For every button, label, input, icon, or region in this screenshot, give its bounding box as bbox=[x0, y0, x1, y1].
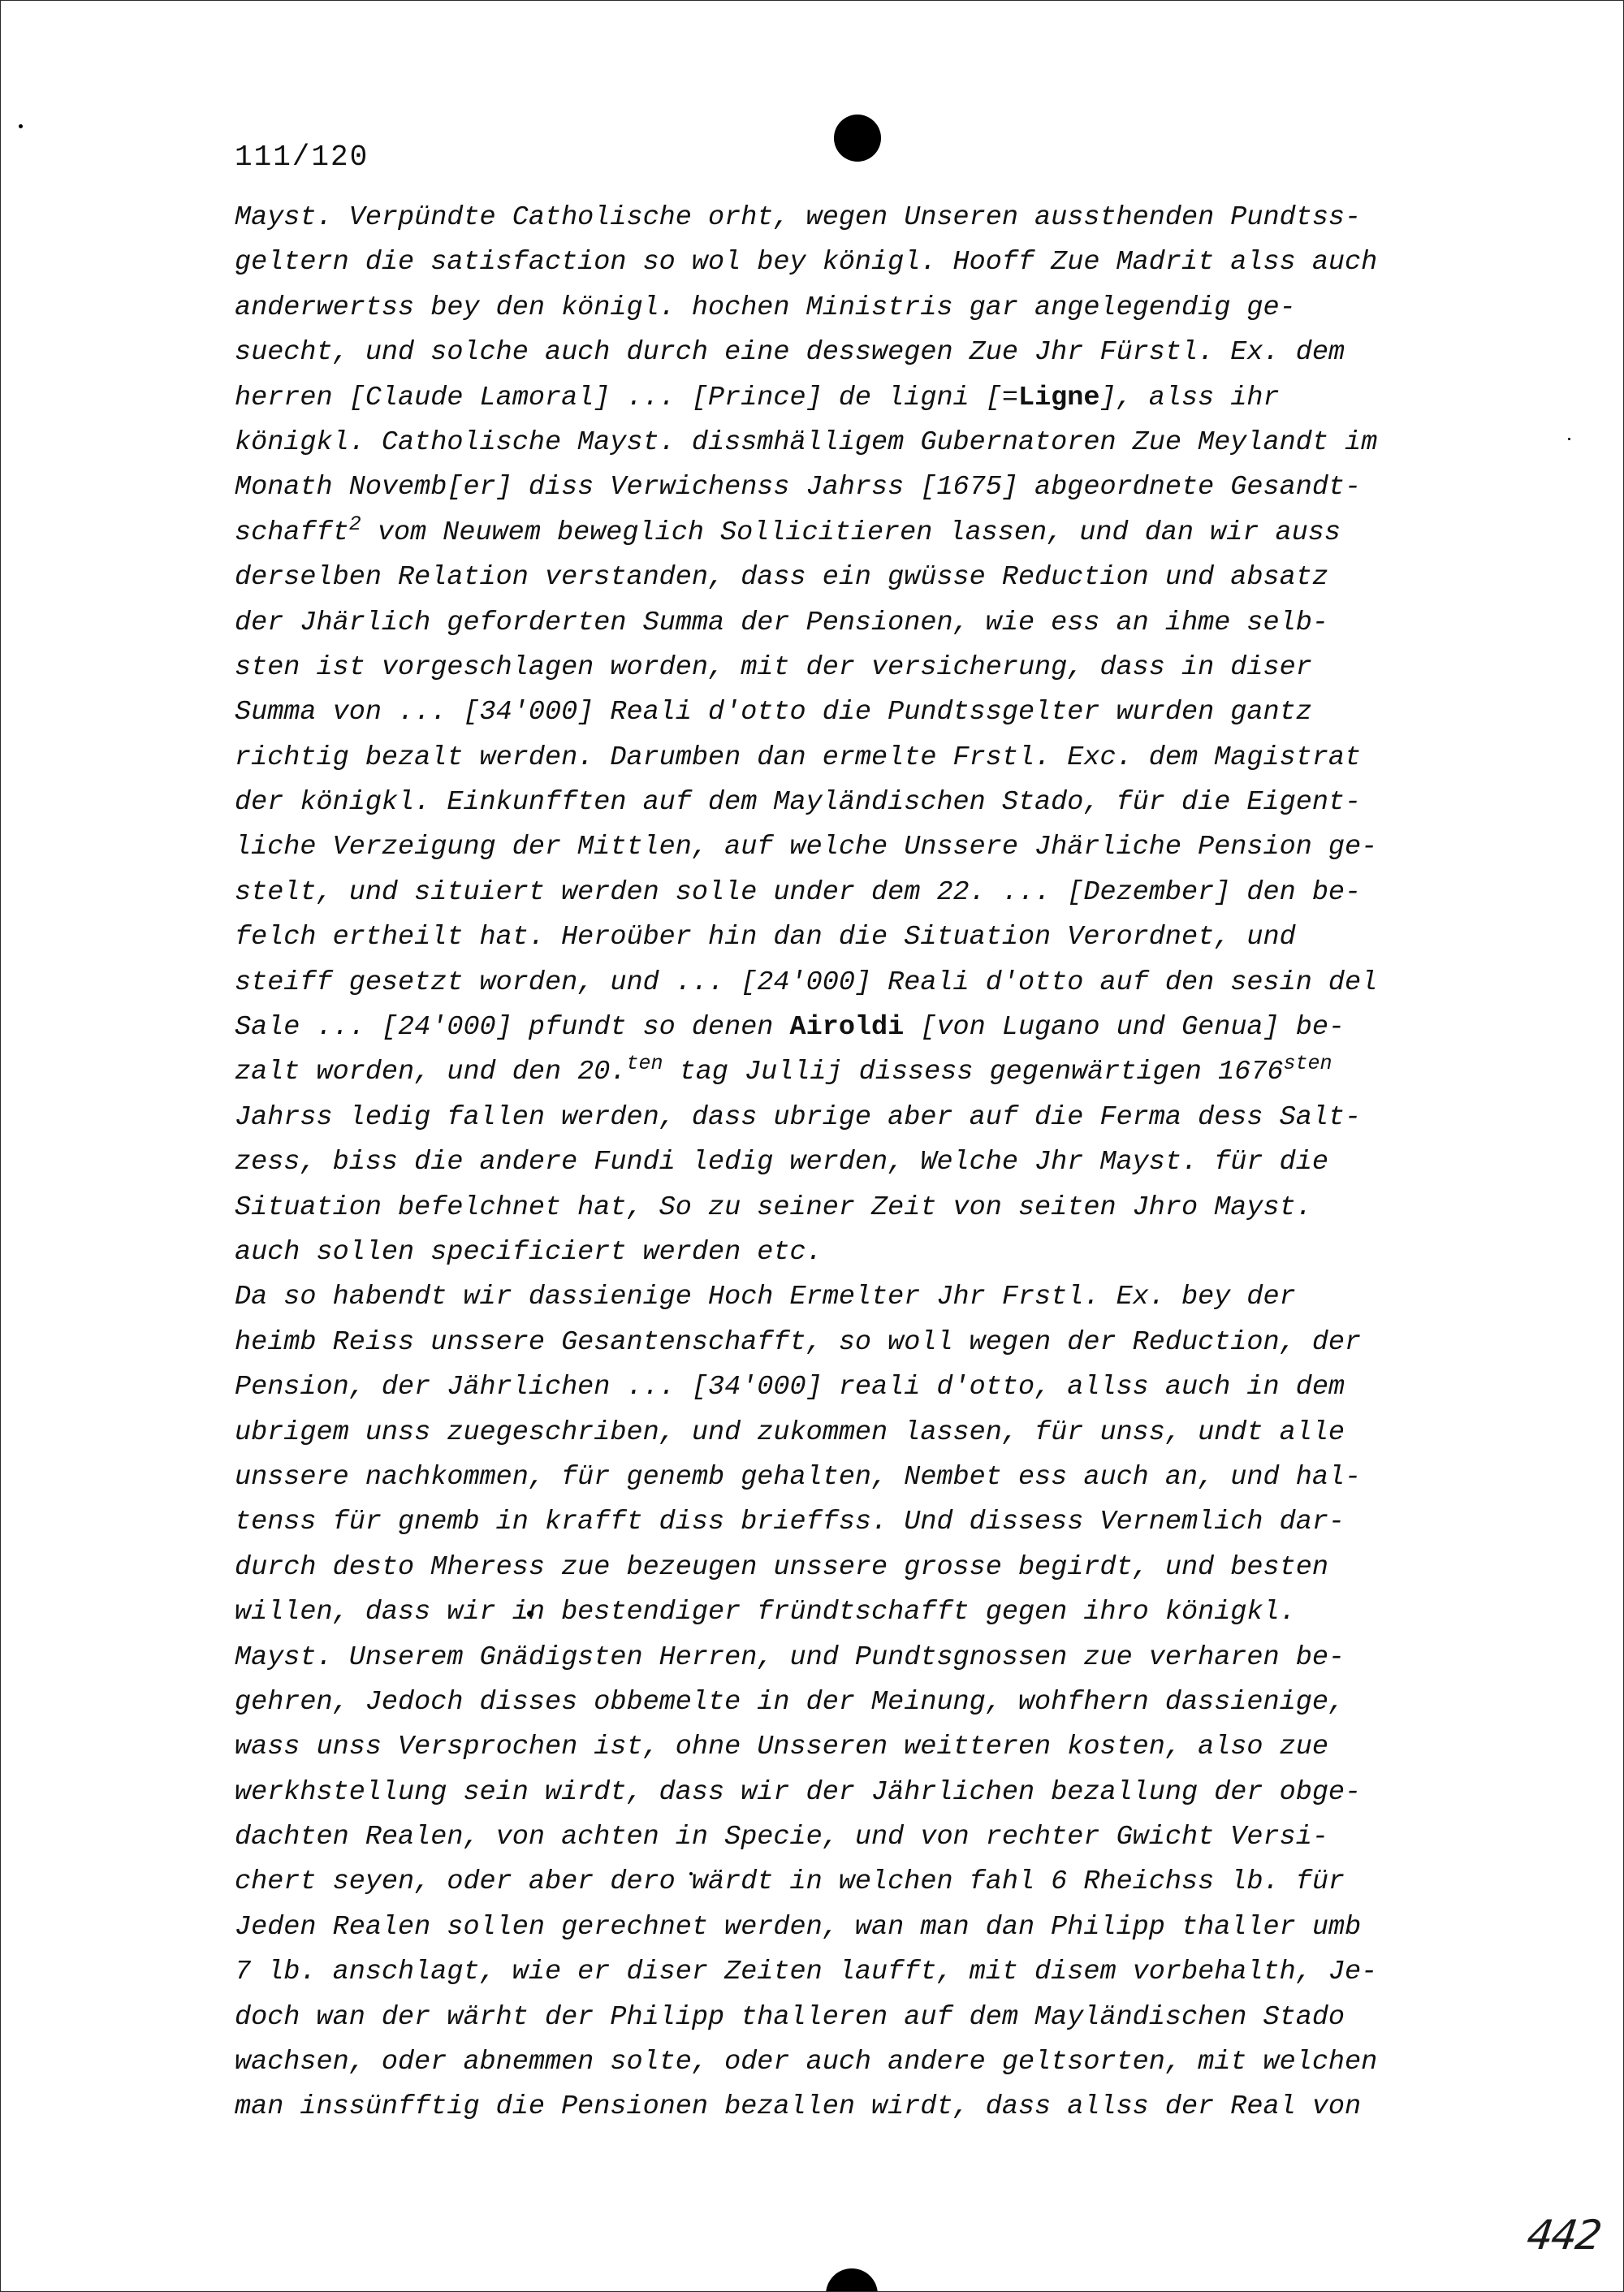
text-run: suecht, und solche auch durch eine desswegen Zue Jhr Fürstl. Ex. dem bbox=[235, 337, 1345, 369]
text-run: unssere nachkommen, für genemb gehalten, Nembet ess auch an, und hal- bbox=[235, 1461, 1362, 1493]
text-line bbox=[235, 736, 1501, 781]
text-run: Jeden Realen sollen gerechnet werden, wan man dan Philipp thaller umb bbox=[235, 1911, 1362, 1943]
text-line bbox=[235, 1186, 1501, 1230]
superscript: sten bbox=[1283, 1052, 1332, 1076]
text-line bbox=[235, 1996, 1501, 2040]
text-run: der Jhärlich geforderten Summa der Pensionen, wie ess an ihme selb- bbox=[235, 607, 1328, 638]
text-line bbox=[235, 871, 1501, 915]
text-run: wass unss Versprochen ist, ohne Unsseren weitteren kosten, also zue bbox=[235, 1732, 1328, 1763]
text-run: heimb Reiss unssere Gesantenschafft, so woll wegen der Reduction, der bbox=[235, 1326, 1362, 1358]
text-line bbox=[235, 240, 1501, 285]
text-line bbox=[235, 556, 1501, 600]
text-run: Pension, der Jährlichen ... [34'000] reali d'otto, allss auch in dem bbox=[235, 1372, 1345, 1403]
text-run: durch desto Mheress zue bezeugen unssere grosse begirdt, und besten bbox=[235, 1551, 1328, 1583]
text-run: Sale ... [24'000] pfundt so denen bbox=[235, 1012, 790, 1044]
text-run: Monath Novemb[er] diss Verwichenss Jahrss [1675] abgeordnete Gesandt- bbox=[235, 472, 1362, 504]
text-line bbox=[235, 1321, 1501, 1365]
text-run: [von Lugano und Genua] be- bbox=[904, 1012, 1345, 1044]
text-line bbox=[235, 1590, 1501, 1635]
text-run: zalt worden, und den 20. bbox=[235, 1057, 627, 1088]
text-run: steiff gesetzt worden, und ... [24'000] Reali d'otto auf den sesin del bbox=[235, 967, 1378, 998]
text-run: liche Verzeigung der Mittlen, auf welche Unssere Jhärliche Pension ge- bbox=[235, 832, 1378, 863]
text-line bbox=[235, 2040, 1501, 2085]
text-line bbox=[235, 511, 1501, 556]
text-run: wachsen, oder abnemmen solte, oder auch andere geltsorten, mit welchen bbox=[235, 2047, 1378, 2078]
text-line bbox=[235, 1905, 1501, 1950]
text-run: 7 lb. anschlagt, wie er diser Zeiten laufft, mit disem vorbehalth, Je- bbox=[235, 1957, 1378, 1988]
text-line bbox=[235, 781, 1501, 825]
scan-speck bbox=[1568, 438, 1570, 440]
text-line bbox=[235, 1860, 1501, 1905]
text-run: vom Neuwem beweglich Sollicitieren lassen, und dan wir auss bbox=[361, 517, 1341, 548]
text-line bbox=[235, 1455, 1501, 1500]
text-run: ubrigem unss zuegeschriben, und zukommen lassen, für unss, undt alle bbox=[235, 1416, 1345, 1448]
text-line bbox=[235, 646, 1501, 690]
text-line bbox=[235, 376, 1501, 421]
text-line bbox=[235, 1365, 1501, 1410]
scan-speck bbox=[19, 124, 23, 128]
transcription-body bbox=[235, 196, 1501, 2130]
text-run: der königkl. Einkunfften auf dem Mayländischen Stado, für die Eigent- bbox=[235, 787, 1362, 819]
text-line bbox=[235, 1411, 1501, 1455]
text-line bbox=[235, 421, 1501, 465]
text-run: Da so habendt wir dassienige Hoch Ermelter Jhr Frstl. Ex. bey der bbox=[235, 1282, 1296, 1313]
bold-name: Airoldi bbox=[789, 1012, 905, 1044]
text-run: willen, dass wir in bestendiger fründtschafft gegen ihro königkl. bbox=[235, 1597, 1296, 1628]
superscript: 2 bbox=[348, 512, 361, 536]
text-line bbox=[235, 465, 1501, 510]
text-run: stelt, und situiert werden solle under dem 22. ... [Dezember] den be- bbox=[235, 876, 1362, 908]
punch-hole-bottom bbox=[826, 2268, 878, 2292]
text-line bbox=[235, 1950, 1501, 1995]
text-run: königkl. Catholische Mayst. dissmhälligem Gubernatoren Zue Meylandt im bbox=[235, 426, 1378, 458]
text-line bbox=[235, 286, 1501, 331]
text-line bbox=[235, 1771, 1501, 1815]
bold-name: Ligne bbox=[1017, 382, 1100, 413]
text-run: herren [Claude Lamoral] ... [Prince] de ligni [= bbox=[235, 382, 1018, 413]
text-line bbox=[235, 1230, 1501, 1275]
text-run: gehren, Jedoch disses obbemelte in der Meinung, wohfhern dassienige, bbox=[235, 1686, 1345, 1718]
punch-hole-top bbox=[834, 115, 881, 162]
text-line bbox=[235, 915, 1501, 960]
archive-page-number: 442 bbox=[1523, 2212, 1604, 2259]
superscript: ten bbox=[626, 1052, 663, 1076]
text-line bbox=[235, 1636, 1501, 1680]
text-run: ], alss ihr bbox=[1099, 382, 1280, 413]
text-line bbox=[235, 1096, 1501, 1140]
text-line bbox=[235, 601, 1501, 646]
text-run: Mayst. Verpündte Catholische orht, wegen Unseren aussthenden Pundtss- bbox=[235, 202, 1362, 233]
text-line bbox=[235, 961, 1501, 1005]
text-run: tenss für gnemb in krafft diss brieffss. Und dissess Vernemlich dar- bbox=[235, 1507, 1345, 1538]
text-line bbox=[235, 1050, 1501, 1095]
text-run: auch sollen specificiert werden etc. bbox=[235, 1236, 823, 1268]
text-run: Summa von ... [34'000] Reali d'otto die Pundtssgelter wurden gantz bbox=[235, 697, 1312, 729]
text-run: geltern die satisfaction so wol bey königl. Hooff Zue Madrit alss auch bbox=[235, 247, 1378, 279]
text-run: dachten Realen, von achten in Specie, und von rechter Gwicht Versi- bbox=[235, 1822, 1328, 1853]
text-run: anderwertss bey den königl. hochen Ministris gar angelegendig ge- bbox=[235, 292, 1296, 323]
text-run: Situation befelchnet hat, So zu seiner Zeit von seiten Jhro Mayst. bbox=[235, 1191, 1312, 1223]
text-run: sten ist vorgeschlagen worden, mit der versicherung, dass in diser bbox=[235, 651, 1312, 683]
text-run: felch ertheilt hat. Heroüber hin dan die Situation Verordnet, und bbox=[235, 922, 1296, 954]
text-run: Mayst. Unserem Gnädigsten Herren, und Pundtsgnossen zue verharen be- bbox=[235, 1641, 1345, 1673]
text-line bbox=[235, 331, 1501, 375]
text-line bbox=[235, 196, 1501, 240]
text-line bbox=[235, 825, 1501, 870]
text-line bbox=[235, 1275, 1501, 1320]
text-line bbox=[235, 1546, 1501, 1590]
text-run: doch wan der wärht der Philipp thalleren auf dem Mayländischen Stado bbox=[235, 2001, 1345, 2033]
text-line bbox=[235, 1680, 1501, 1725]
folio-number: 111/120 bbox=[235, 141, 369, 174]
text-line bbox=[235, 1005, 1501, 1050]
text-run: richtig bezalt werden. Darumben dan ermelte Frstl. Exc. dem Magistrat bbox=[235, 742, 1362, 773]
text-run: tag Jullij dissess gegenwärtigen 1676 bbox=[663, 1057, 1284, 1088]
text-line bbox=[235, 1725, 1501, 1770]
text-line bbox=[235, 1140, 1501, 1185]
text-line bbox=[235, 1815, 1501, 1860]
text-run: werkhstellung sein wirdt, dass wir der Jährlichen bezallung der obge- bbox=[235, 1776, 1362, 1808]
text-run: Jahrss ledig fallen werden, dass ubrige aber auf die Ferma dess Salt- bbox=[235, 1101, 1362, 1133]
text-line bbox=[235, 2085, 1501, 2130]
text-line bbox=[235, 690, 1501, 735]
text-run: schafft bbox=[235, 517, 349, 548]
text-run: zess, biss die andere Fundi ledig werden, Welche Jhr Mayst. für die bbox=[235, 1147, 1328, 1178]
text-line bbox=[235, 1500, 1501, 1545]
text-run: chert seyen, oder aber dero wärdt in welchen fahl 6 Rheichss lb. für bbox=[235, 1866, 1345, 1898]
text-run: derselben Relation verstanden, dass ein gwüsse Reduction und absatz bbox=[235, 562, 1328, 594]
text-run: man inssünfftig die Pensionen bezallen wirdt, dass allss der Real von bbox=[235, 2091, 1362, 2123]
